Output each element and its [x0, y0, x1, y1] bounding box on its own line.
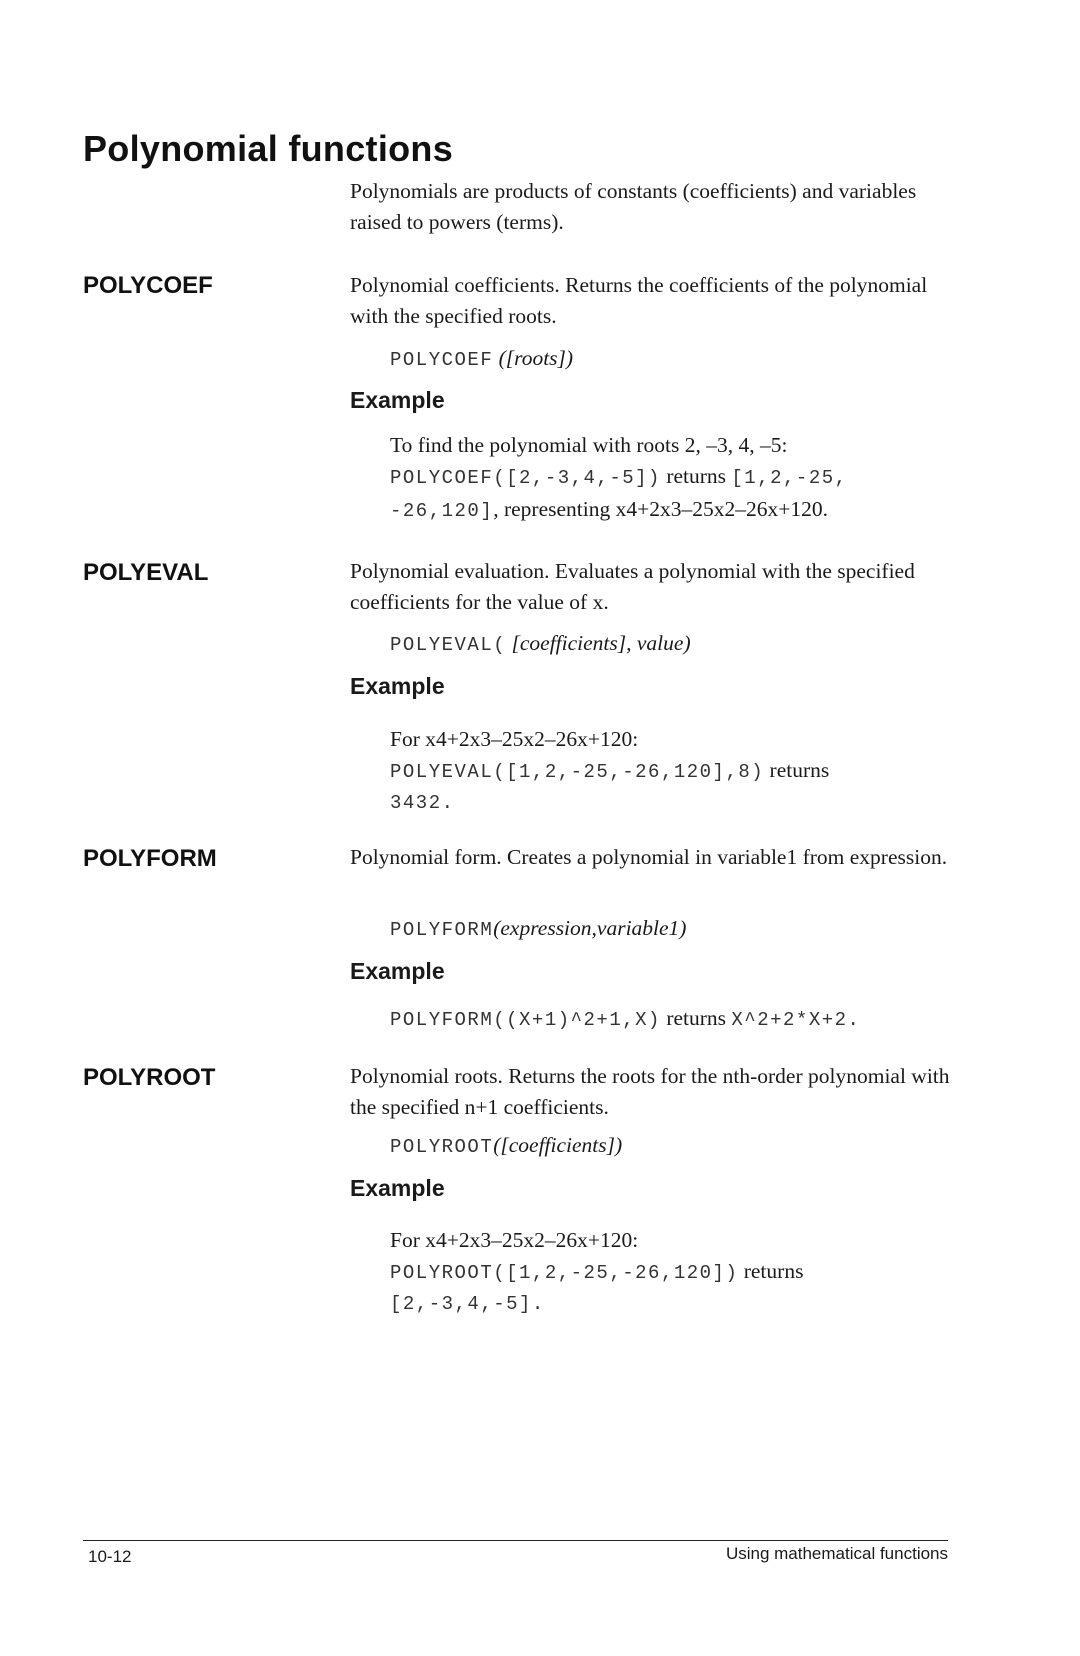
polyroot-description: Polynomial roots. Returns the roots for the nth-order polynomial with the specified n+1 coefficients.	[350, 1064, 950, 1119]
page-number: 10-12	[88, 1547, 132, 1566]
polyform-description: Polynomial form. Creates a polynomial in variable1 from expression.	[350, 845, 948, 869]
polycoef-result-2: -26,120]	[390, 500, 494, 522]
polyroot-returns: returns	[743, 1259, 804, 1283]
polyroot-syntax-cmd: POLYROOT	[390, 1136, 494, 1158]
footer-rule	[83, 1540, 948, 1541]
polyform-example	[390, 1003, 950, 1036]
polyroot-syntax	[390, 1130, 622, 1163]
term-polyeval: POLYEVAL	[83, 559, 209, 586]
polyeval-example	[390, 724, 950, 819]
polycoef-returns: returns	[666, 464, 727, 488]
page-title: Polynomial functions	[83, 128, 454, 169]
polyform-syntax-cmd: POLYFORM	[390, 919, 494, 941]
polyform-result: X^2+2*X+2.	[731, 1009, 861, 1031]
polycoef-result-1: [1,2,-25,	[731, 467, 848, 489]
polyroot-result: [2,-3,4,-5].	[390, 1293, 545, 1315]
polyroot-example	[390, 1225, 950, 1320]
polyeval-syntax	[390, 628, 691, 661]
polyeval-example-code: POLYEVAL([1,2,-25,-26,120],8)	[390, 761, 765, 783]
polycoef-syntax-args: ([roots])	[498, 346, 574, 370]
polyform-syntax	[390, 913, 686, 946]
polyeval-example-heading: Example	[350, 673, 445, 699]
term-polyform: POLYFORM	[83, 845, 217, 872]
polycoef-representing: , representing x4+2x3–25x2–26x+120.	[493, 497, 828, 521]
polyroot-example-text: For x4+2x3–25x2–26x+120:	[390, 1228, 639, 1252]
polyform-example-heading: Example	[350, 958, 445, 984]
polyroot-example-heading: Example	[350, 1175, 445, 1201]
polycoef-example-heading: Example	[350, 387, 445, 413]
polyroot-syntax-args: ([coefficients])	[493, 1133, 623, 1157]
polyeval-syntax-cmd: POLYEVAL(	[390, 634, 507, 656]
polyeval-example-text: For x4+2x3–25x2–26x+120:	[390, 727, 639, 751]
polyform-returns: returns	[666, 1006, 727, 1030]
polycoef-example	[390, 430, 950, 527]
polyeval-description: Polynomial evaluation. Evaluates a polynomial with the specified coefficients for the value of x.	[350, 559, 915, 614]
polyroot-example-code: POLYROOT([1,2,-25,-26,120])	[390, 1262, 739, 1284]
polyeval-syntax-args: [coefficients], value)	[511, 631, 691, 655]
polycoef-syntax	[390, 343, 573, 376]
polyeval-result: 3432.	[390, 792, 455, 814]
polycoef-example-text: To find the polynomial with roots 2, –3, 4, –5:	[390, 433, 788, 457]
polycoef-description: Polynomial coefficients. Returns the coefficients of the polynomial with the specified roots.	[350, 273, 928, 328]
polyform-syntax-args: (expression,variable1)	[493, 916, 687, 940]
chapter-title: Using mathematical functions	[725, 1544, 948, 1563]
term-polyroot: POLYROOT	[83, 1064, 216, 1091]
polycoef-syntax-cmd: POLYCOEF	[390, 349, 494, 371]
term-polycoef: POLYCOEF	[83, 272, 213, 299]
polyeval-returns: returns	[769, 758, 830, 782]
intro-paragraph: Polynomials are products of constants (coefficients) and variables raised to powers (terms).	[350, 179, 917, 234]
polycoef-example-code: POLYCOEF([2,-3,4,-5])	[390, 467, 661, 489]
polyform-example-code: POLYFORM((X+1)^2+1,X)	[390, 1009, 661, 1031]
